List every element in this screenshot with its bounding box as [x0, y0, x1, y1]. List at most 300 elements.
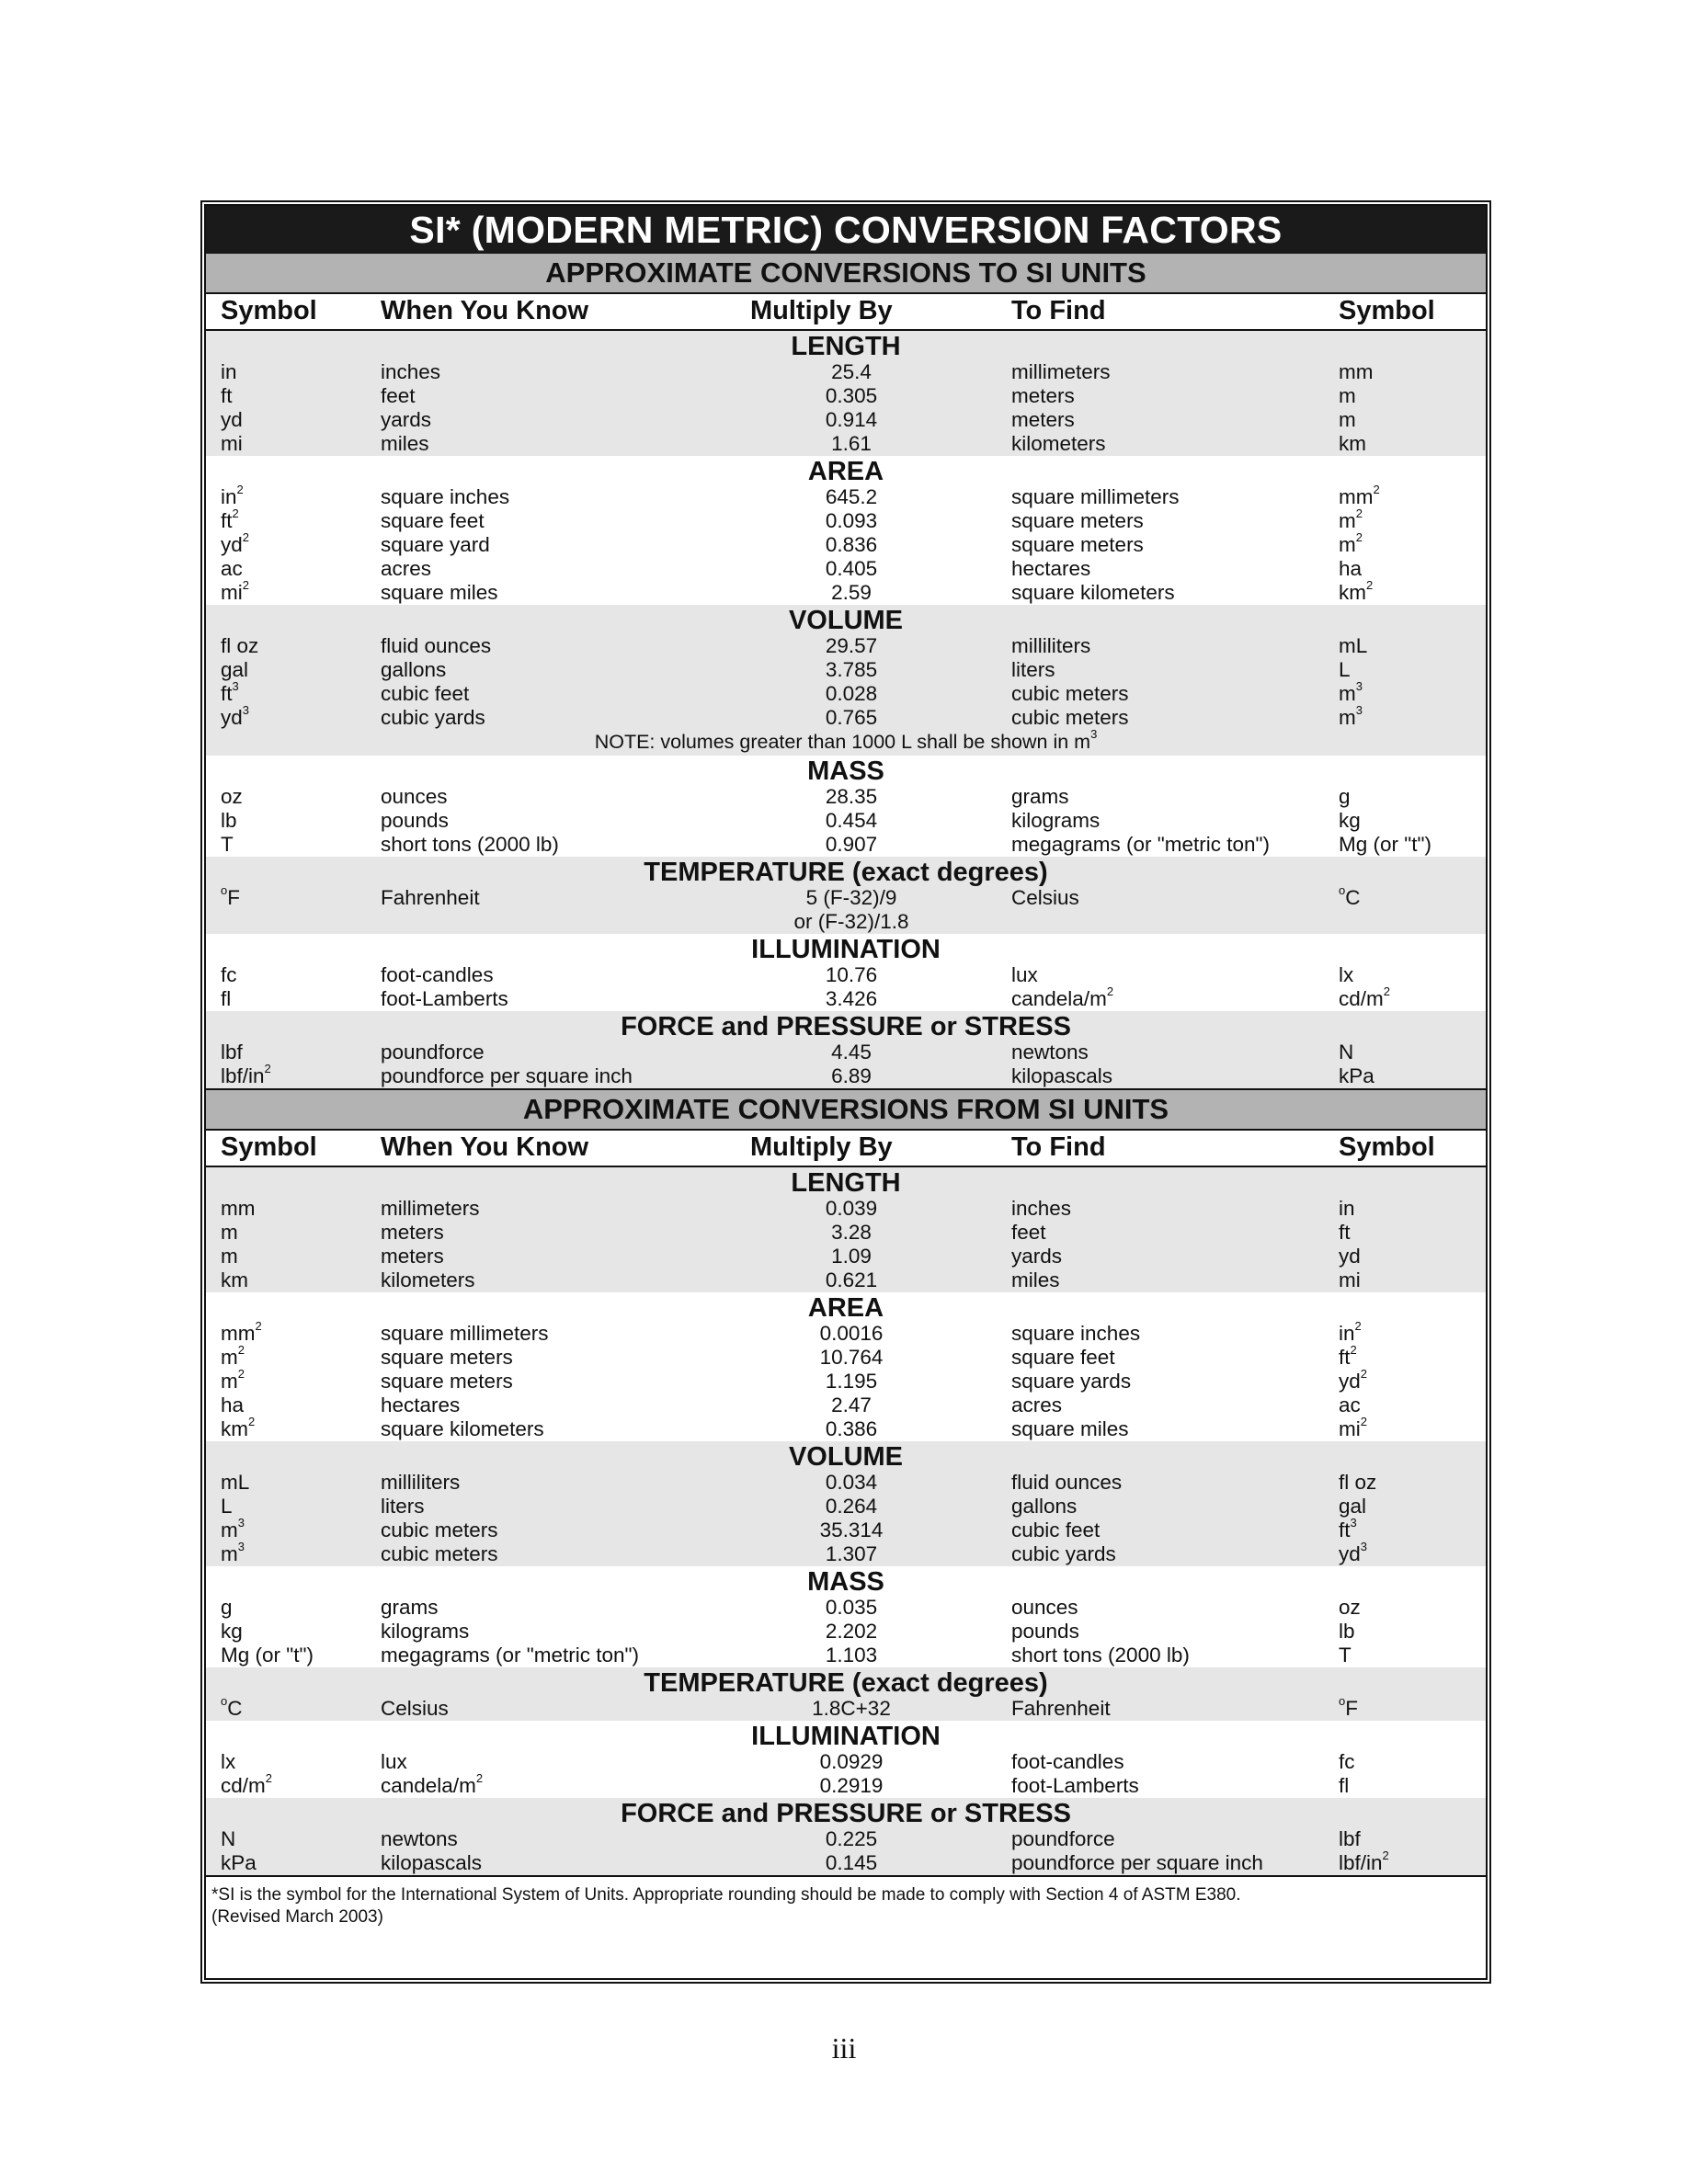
- cell-multiply-by: 0.914: [825, 408, 878, 431]
- cell-symbol: T: [221, 833, 234, 856]
- page-number: iii: [831, 2031, 857, 2065]
- cell-when-you-know: kilopascals: [381, 1851, 483, 1874]
- section-length: [206, 1167, 1486, 1292]
- cell-to-find: miles: [1011, 1268, 1060, 1291]
- cell-to-find: meters: [1011, 384, 1075, 407]
- cell-symbol: fl oz: [221, 634, 259, 657]
- table-row: [206, 1393, 1486, 1417]
- cell-to-find: pounds: [1011, 1620, 1079, 1643]
- cell-when-you-know: fluid ounces: [381, 634, 492, 657]
- cell-multiply-by: 0.907: [825, 833, 878, 856]
- cell-multiply-by: 0.039: [825, 1197, 878, 1220]
- cell-to-find: newtons: [1011, 1041, 1089, 1064]
- table-row: [206, 530, 1486, 557]
- cell-symbol: lbf/$in^2$: [221, 1062, 271, 1087]
- cell-when-you-know: kilograms: [381, 1620, 470, 1643]
- table-row: [206, 963, 1486, 987]
- table-row: [206, 1620, 1486, 1644]
- cell-to-find: foot-Lamberts: [1011, 1774, 1139, 1797]
- part-title: APPROXIMATE CONVERSIONS FROM SI UNITS: [206, 1088, 1486, 1131]
- section-title: AREA: [807, 1293, 884, 1323]
- cell-multiply-by: 1.195: [825, 1370, 878, 1393]
- cell-when-you-know: newtons: [381, 1827, 458, 1850]
- revision-note: (Revised March 2003): [211, 1907, 383, 1927]
- cell-to-find: square meters: [1011, 509, 1144, 532]
- cell-when-you-know: square kilometers: [381, 1417, 544, 1440]
- cell-multiply-by: 3.785: [825, 658, 878, 681]
- cell-result-symbol: $^o$F: [1339, 1694, 1358, 1720]
- cell-to-find: square millimeters: [1011, 485, 1180, 508]
- cell-result-symbol: $m^2$: [1339, 530, 1363, 556]
- table-row: [206, 809, 1486, 833]
- cell-symbol: mL: [221, 1471, 250, 1494]
- cell-result-symbol: $cd/m^2$: [1339, 984, 1390, 1010]
- cell-symbol: ac: [221, 557, 243, 580]
- cell-multiply-by: 0.028: [825, 682, 878, 705]
- cell-result-symbol: fl oz: [1339, 1471, 1377, 1494]
- cell-symbol: lbf: [221, 1041, 243, 1064]
- table-row: [206, 1495, 1486, 1519]
- cell-when-you-know: megagrams (or "metric ton"): [381, 1644, 640, 1666]
- cell-multiply-by: 0.035: [825, 1596, 878, 1619]
- cell-symbol: ha: [221, 1393, 245, 1416]
- cell-multiply-by: 0.0929: [819, 1750, 884, 1773]
- column-header-symbol: Symbol: [221, 296, 317, 325]
- table-row: [206, 1827, 1486, 1851]
- section-title: ILLUMINATION: [751, 935, 941, 964]
- cell-symbol: km: [221, 1268, 248, 1291]
- cell-symbol: $km^2$: [221, 1415, 256, 1440]
- cell-to-find: poundforce: [1011, 1827, 1115, 1850]
- cell-to-find: millimeters: [1011, 360, 1111, 383]
- cell-result-symbol: $m^3$: [1339, 679, 1363, 705]
- cell-result-symbol: L: [1339, 658, 1351, 681]
- cell-to-find: fluid ounces: [1011, 1471, 1123, 1494]
- cell-when-you-know: square millimeters: [381, 1322, 549, 1345]
- cell-multiply-by: 0.305: [825, 384, 878, 407]
- cell-symbol: oz: [221, 785, 243, 808]
- cell-multiply-by: 29.57: [825, 634, 878, 657]
- section-title: FORCE and PRESSURE or STRESS: [621, 1799, 1071, 1828]
- cell-to-find: megagrams (or "metric ton"): [1011, 833, 1271, 856]
- cell-multiply-by: 35.314: [819, 1519, 884, 1541]
- column-header-result-symbol: Symbol: [1339, 1132, 1435, 1162]
- cell-to-find: lux: [1011, 963, 1038, 986]
- cell-result-symbol: in: [1339, 1197, 1355, 1220]
- column-header-to-find: To Find: [1011, 1132, 1106, 1162]
- cell-when-you-know: millimeters: [381, 1197, 480, 1220]
- table-row: [206, 578, 1486, 605]
- cell-to-find: square yards: [1011, 1370, 1132, 1393]
- table-row: [206, 1064, 1486, 1088]
- cell-multiply-by: 0.836: [825, 533, 878, 556]
- cell-when-you-know: grams: [381, 1596, 439, 1619]
- column-header-when-you-know: When You Know: [381, 296, 589, 325]
- cell-to-find: meters: [1011, 408, 1075, 431]
- cell-symbol: $yd^3$: [221, 703, 249, 729]
- section-illumination: [206, 934, 1486, 1011]
- cell-when-you-know: inches: [381, 360, 441, 383]
- cell-when-you-know: foot-Lamberts: [381, 987, 508, 1010]
- table-row: [206, 1644, 1486, 1667]
- cell-symbol: $^o$F: [221, 883, 240, 909]
- cell-symbol: N: [221, 1827, 236, 1850]
- cell-result-symbol: $km^2$: [1339, 578, 1374, 604]
- cell-multiply-by: 1.09: [831, 1245, 872, 1268]
- cell-to-find: cubic yards: [1011, 1542, 1116, 1565]
- cell-symbol: lx: [221, 1750, 236, 1773]
- cell-multiply-by: 4.45: [831, 1041, 872, 1064]
- part-title: APPROXIMATE CONVERSIONS TO SI UNITS: [206, 254, 1486, 294]
- cell-symbol: $^o$C: [221, 1694, 243, 1720]
- cell-when-you-know: square inches: [381, 485, 510, 508]
- cell-multiply-by: 1.8C+32: [812, 1697, 891, 1720]
- cell-multiply-by: 5 (F-32)/9: [805, 886, 897, 909]
- cell-result-symbol: $yd^3$: [1339, 1540, 1367, 1565]
- cell-result-symbol: N: [1339, 1041, 1354, 1064]
- cell-multiply-by: 0.765: [825, 706, 878, 729]
- cell-multiply-by: 0.405: [825, 557, 878, 580]
- cell-when-you-know: poundforce per square inch: [381, 1064, 633, 1087]
- cell-when-you-know: gallons: [381, 658, 447, 681]
- cell-symbol: $in^2$: [221, 483, 244, 508]
- cell-to-find: square kilometers: [1011, 581, 1175, 604]
- cell-to-find: hectares: [1011, 557, 1091, 580]
- cell-when-you-know: square yard: [381, 533, 490, 556]
- cell-multiply-by: 0.225: [825, 1827, 878, 1850]
- cell-multiply-by: 2.47: [831, 1393, 872, 1416]
- cell-symbol: yd: [221, 408, 243, 431]
- cell-result-symbol: $m^3$: [1339, 703, 1363, 729]
- cell-when-you-know: square meters: [381, 1346, 513, 1369]
- column-header-to-find: To Find: [1011, 296, 1106, 325]
- cell-when-you-know: cubic feet: [381, 682, 470, 705]
- cell-when-you-know: pounds: [381, 809, 449, 832]
- cell-result-symbol: mi: [1339, 1268, 1361, 1291]
- cell-symbol: $m^3$: [221, 1540, 245, 1565]
- cell-result-symbol: lx: [1339, 963, 1354, 986]
- table-row: [206, 910, 1486, 934]
- cell-symbol: $cd/m^2$: [221, 1771, 272, 1797]
- cell-multiply-by: 645.2: [825, 485, 878, 508]
- table-row: [206, 1319, 1486, 1346]
- cell-symbol: fl: [221, 987, 232, 1010]
- column-header-result-symbol: Symbol: [1339, 296, 1435, 325]
- cell-symbol: gal: [221, 658, 249, 681]
- cell-when-you-know: meters: [381, 1221, 444, 1244]
- table-title: SI* (MODERN METRIC) CONVERSION FACTORS: [206, 206, 1486, 254]
- table-row: [206, 1694, 1486, 1721]
- cell-to-find: yards: [1011, 1245, 1063, 1268]
- cell-result-symbol: g: [1339, 785, 1351, 808]
- column-header-row: [206, 294, 1486, 331]
- cell-symbol: ft: [221, 384, 233, 407]
- cell-symbol: lb: [221, 809, 237, 832]
- table-row: [206, 658, 1486, 682]
- cell-symbol: m: [221, 1245, 238, 1268]
- cell-multiply-by: 1.103: [825, 1644, 878, 1666]
- table-row: [206, 1041, 1486, 1064]
- column-header-multiply-by: Multiply By: [750, 1132, 893, 1162]
- cell-when-you-know: lux: [381, 1750, 407, 1773]
- cell-when-you-know: ounces: [381, 785, 448, 808]
- table-row: [206, 1268, 1486, 1292]
- table-row: [206, 1516, 1486, 1542]
- cell-multiply-by: 2.202: [825, 1620, 878, 1643]
- cell-result-symbol: $in^2$: [1339, 1319, 1362, 1345]
- table-row: [206, 634, 1486, 658]
- cell-result-symbol: kg: [1339, 809, 1361, 832]
- cell-multiply-by: 0.034: [825, 1471, 878, 1494]
- table-row: [206, 1221, 1486, 1245]
- cell-multiply-by: 1.61: [831, 432, 872, 455]
- cell-symbol: Mg (or "t"): [221, 1644, 314, 1666]
- cell-result-symbol: lb: [1339, 1620, 1355, 1643]
- column-header-multiply-by: Multiply By: [750, 296, 893, 325]
- cell-when-you-know: milliliters: [381, 1471, 461, 1494]
- cell-multiply-by: 6.89: [831, 1064, 872, 1087]
- table-row: [206, 703, 1486, 730]
- conversion-table: [204, 204, 1488, 1980]
- cell-symbol: $yd^2$: [221, 530, 249, 556]
- table-row: [206, 432, 1486, 456]
- volume-note: NOTE: volumes greater than 1000 L shall be shown in $m^3$: [594, 727, 1098, 753]
- cell-when-you-know: miles: [381, 432, 429, 455]
- cell-when-you-know: short tons (2000 lb): [381, 833, 559, 856]
- cell-multiply-by: 0.621: [825, 1268, 878, 1291]
- cell-result-symbol: oz: [1339, 1596, 1361, 1619]
- cell-multiply-by: 0.145: [825, 1851, 878, 1874]
- cell-result-symbol: ft: [1339, 1221, 1351, 1244]
- cell-symbol: mm: [221, 1197, 256, 1220]
- cell-to-find: inches: [1011, 1197, 1072, 1220]
- cell-symbol: mi: [221, 432, 243, 455]
- cell-multiply-by: 3.28: [831, 1221, 872, 1244]
- cell-multiply-by: 10.76: [825, 963, 878, 986]
- cell-to-find: kilometers: [1011, 432, 1106, 455]
- section-title: TEMPERATURE (exact degrees): [644, 1668, 1048, 1698]
- cell-result-symbol: $mi^2$: [1339, 1415, 1367, 1440]
- cell-multiply-by: 2.59: [831, 581, 872, 604]
- cell-symbol: fc: [221, 963, 237, 986]
- cell-symbol: $m^2$: [221, 1367, 245, 1393]
- cell-to-find: feet: [1011, 1221, 1046, 1244]
- table-row: [206, 557, 1486, 581]
- cell-symbol: kg: [221, 1620, 243, 1643]
- footnote: [206, 1875, 1486, 1978]
- table-row: [206, 1542, 1486, 1566]
- section-title: FORCE and PRESSURE or STRESS: [621, 1012, 1071, 1041]
- cell-when-you-know: cubic yards: [381, 706, 485, 729]
- table-row: [206, 384, 1486, 408]
- cell-when-you-know: candela/$m^2$: [381, 1771, 484, 1797]
- cell-multiply-by: 0.454: [825, 809, 878, 832]
- cell-result-symbol: T: [1339, 1644, 1352, 1666]
- table-row: [206, 1367, 1486, 1393]
- section-title: VOLUME: [788, 1442, 904, 1472]
- cell-result-symbol: ac: [1339, 1393, 1361, 1416]
- cell-result-symbol: km: [1339, 432, 1366, 455]
- cell-when-you-know: Fahrenheit: [381, 886, 480, 909]
- cell-result-symbol: yd: [1339, 1245, 1361, 1268]
- cell-symbol: $mm^2$: [221, 1319, 262, 1345]
- section-title: VOLUME: [788, 606, 904, 635]
- section-temperature: [206, 857, 1486, 934]
- cell-to-find: Fahrenheit: [1011, 1697, 1111, 1720]
- cell-multiply-by: 0.264: [825, 1495, 878, 1518]
- section-title: LENGTH: [791, 1168, 901, 1198]
- cell-result-symbol: $ft^2$: [1339, 1343, 1357, 1369]
- cell-result-symbol: m: [1339, 408, 1356, 431]
- cell-result-symbol: $ft^3$: [1339, 1516, 1357, 1541]
- cell-to-find: gallons: [1011, 1495, 1078, 1518]
- table-row: [206, 1343, 1486, 1370]
- cell-to-find: cubic feet: [1011, 1519, 1101, 1541]
- table-row: [206, 360, 1486, 384]
- cell-symbol: $m^2$: [221, 1343, 245, 1369]
- section-temperature: [206, 1667, 1486, 1721]
- table-row: [206, 408, 1486, 432]
- table-row: [206, 1197, 1486, 1221]
- table-row: [206, 883, 1486, 910]
- cell-when-you-know: square miles: [381, 581, 498, 604]
- cell-multiply-by: 0.2919: [819, 1774, 884, 1797]
- cell-when-you-know: acres: [381, 557, 432, 580]
- cell-result-symbol: lbf/$in^2$: [1339, 1848, 1389, 1874]
- cell-to-find: liters: [1011, 658, 1055, 681]
- cell-when-you-know: feet: [381, 384, 416, 407]
- cell-to-find: ounces: [1011, 1596, 1078, 1619]
- column-header-symbol: Symbol: [221, 1132, 317, 1162]
- cell-when-you-know: hectares: [381, 1393, 461, 1416]
- section-title: MASS: [807, 1567, 884, 1597]
- table-row: [206, 984, 1486, 1011]
- cell-to-find: acres: [1011, 1393, 1063, 1416]
- cell-when-you-know: foot-candles: [381, 963, 494, 986]
- table-row: [206, 679, 1486, 706]
- cell-result-symbol: gal: [1339, 1495, 1367, 1518]
- cell-when-you-know: Celsius: [381, 1697, 449, 1720]
- cell-multiply-by: 0.386: [825, 1417, 878, 1440]
- conversion-table-frame: [200, 200, 1491, 1984]
- section-mass: [206, 1566, 1486, 1667]
- cell-symbol: L: [221, 1495, 233, 1518]
- cell-result-symbol: kPa: [1339, 1064, 1374, 1087]
- cell-to-find: Celsius: [1011, 886, 1079, 909]
- table-row: [206, 1417, 1486, 1441]
- section-title: LENGTH: [791, 332, 901, 361]
- cell-to-find: kilopascals: [1011, 1064, 1113, 1087]
- cell-multiply-by: 25.4: [831, 360, 872, 383]
- cell-to-find: grams: [1011, 785, 1069, 808]
- table-body: [206, 254, 1486, 1875]
- section-title: TEMPERATURE (exact degrees): [644, 858, 1048, 887]
- cell-result-symbol: $mm^2$: [1339, 483, 1380, 508]
- cell-result-symbol: mm: [1339, 360, 1374, 383]
- cell-to-find: poundforce per square inch: [1011, 1851, 1263, 1874]
- cell-multiply-by: 10.764: [819, 1346, 884, 1369]
- cell-symbol: g: [221, 1596, 233, 1619]
- cell-symbol: m: [221, 1221, 238, 1244]
- section-force: [206, 1798, 1486, 1875]
- cell-to-find: foot-candles: [1011, 1750, 1124, 1773]
- cell-result-symbol: fc: [1339, 1750, 1355, 1773]
- cell-multiply-by: or (F-32)/1.8: [793, 910, 909, 933]
- cell-multiply-by: 0.093: [825, 509, 878, 532]
- cell-when-you-know: kilometers: [381, 1268, 475, 1291]
- cell-result-symbol: $m^2$: [1339, 506, 1363, 532]
- section-volume: [206, 605, 1486, 756]
- cell-to-find: short tons (2000 lb): [1011, 1644, 1190, 1666]
- cell-symbol: $m^3$: [221, 1516, 245, 1541]
- cell-symbol: kPa: [221, 1851, 257, 1874]
- cell-when-you-know: square meters: [381, 1370, 513, 1393]
- cell-to-find: kilograms: [1011, 809, 1101, 832]
- cell-when-you-know: yards: [381, 408, 432, 431]
- cell-result-symbol: $yd^2$: [1339, 1367, 1367, 1393]
- cell-result-symbol: mL: [1339, 634, 1368, 657]
- cell-symbol: $mi^2$: [221, 578, 249, 604]
- cell-result-symbol: lbf: [1339, 1827, 1361, 1850]
- cell-result-symbol: m: [1339, 384, 1356, 407]
- table-row: [206, 785, 1486, 809]
- footnote-text: *SI is the symbol for the International System of Units. Appropriate rounding should be made to comply with Section 4 of ASTM E380.: [211, 1885, 1241, 1905]
- section-area: [206, 1292, 1486, 1441]
- cell-when-you-know: poundforce: [381, 1041, 485, 1064]
- section-length: [206, 331, 1486, 456]
- cell-when-you-know: cubic meters: [381, 1542, 498, 1565]
- section-title: AREA: [807, 457, 884, 486]
- cell-result-symbol: $^o$C: [1339, 883, 1361, 909]
- section-title: MASS: [807, 756, 884, 786]
- table-row: [206, 833, 1486, 857]
- cell-to-find: milliliters: [1011, 634, 1091, 657]
- section-mass: [206, 756, 1486, 857]
- cell-when-you-know: cubic meters: [381, 1519, 498, 1541]
- cell-to-find: square feet: [1011, 1346, 1115, 1369]
- cell-result-symbol: fl: [1339, 1774, 1350, 1797]
- section-area: [206, 456, 1486, 605]
- table-row: [206, 506, 1486, 533]
- cell-when-you-know: meters: [381, 1245, 444, 1268]
- table-row: [206, 1750, 1486, 1774]
- cell-result-symbol: Mg (or "t"): [1339, 833, 1431, 856]
- section-force: [206, 1011, 1486, 1088]
- cell-multiply-by: 3.426: [825, 987, 878, 1010]
- cell-multiply-by: 28.35: [825, 785, 878, 808]
- cell-to-find: cubic meters: [1011, 682, 1129, 705]
- cell-to-find: square inches: [1011, 1322, 1141, 1345]
- section-illumination: [206, 1721, 1486, 1798]
- cell-to-find: candela/$m^2$: [1011, 984, 1114, 1010]
- cell-to-find: cubic meters: [1011, 706, 1129, 729]
- cell-to-find: square meters: [1011, 533, 1144, 556]
- cell-symbol: $ft^2$: [221, 506, 239, 532]
- table-row: [206, 1771, 1486, 1798]
- cell-result-symbol: ha: [1339, 557, 1363, 580]
- cell-when-you-know: liters: [381, 1495, 425, 1518]
- cell-multiply-by: 0.0016: [819, 1322, 884, 1345]
- column-header-when-you-know: When You Know: [381, 1132, 589, 1162]
- cell-symbol: $ft^3$: [221, 679, 239, 705]
- cell-to-find: square miles: [1011, 1417, 1129, 1440]
- cell-multiply-by: 1.307: [825, 1542, 878, 1565]
- table-row: [206, 485, 1486, 509]
- cell-when-you-know: square feet: [381, 509, 485, 532]
- section-title: ILLUMINATION: [751, 1722, 941, 1751]
- cell-symbol: in: [221, 360, 237, 383]
- column-header-row: [206, 1131, 1486, 1167]
